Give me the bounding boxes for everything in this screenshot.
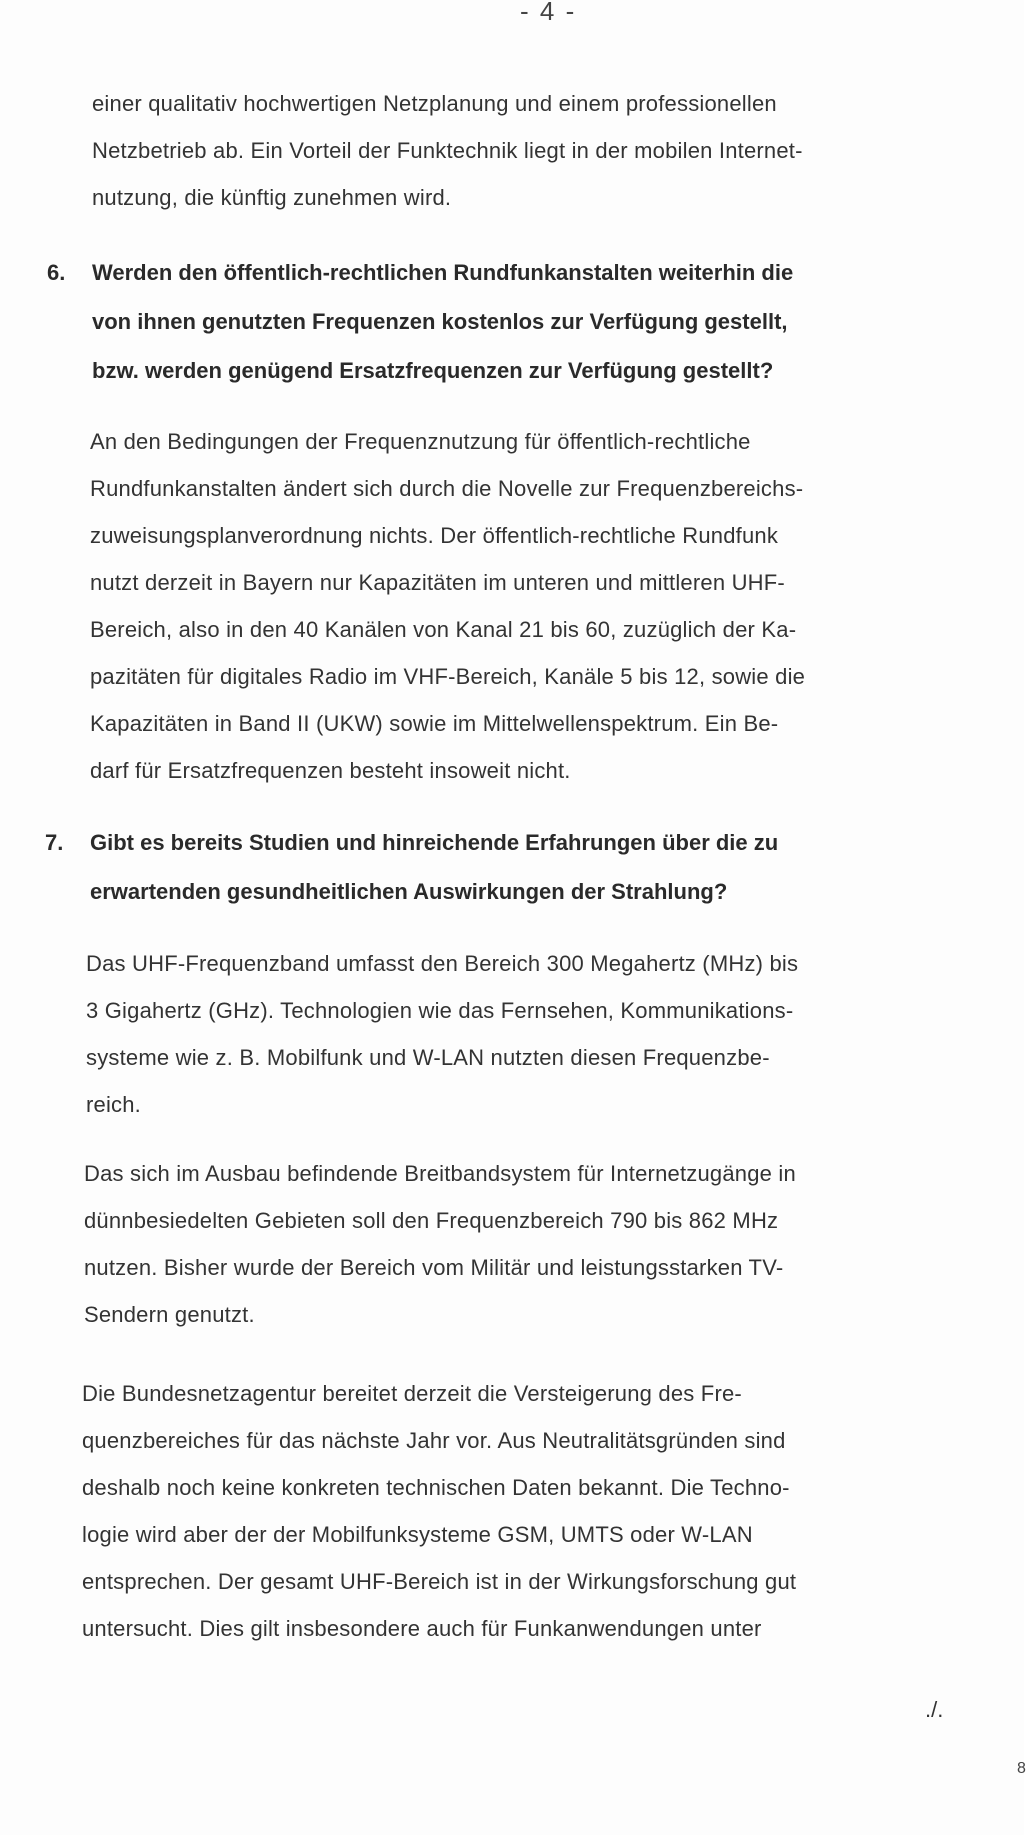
text-line: pazitäten für digitales Radio im VHF-Bereich, Kanäle 5 bis 12, sowie die xyxy=(90,664,806,689)
intro-paragraph xyxy=(92,80,803,221)
text-line: 3 Gigahertz (GHz). Technologien wie das Fernsehen, Kommunikations- xyxy=(86,998,794,1023)
question-line: Gibt es bereits Studien und hinreichende Erfahrungen über die zu xyxy=(90,830,779,855)
text-line: dünnbesiedelten Gebieten soll den Frequenzbereich 790 bis 862 MHz xyxy=(84,1208,779,1233)
answer-7-paragraph-2 xyxy=(84,1150,796,1338)
text-line: reich. xyxy=(86,1092,141,1117)
question-number: 6. xyxy=(47,260,66,285)
text-line: Netzbetrieb ab. Ein Vorteil der Funktechnik liegt in der mobilen Internet- xyxy=(92,138,803,163)
text-line: nutzung, die künftig zunehmen wird. xyxy=(92,185,452,210)
question-line: bzw. werden genügend Ersatzfrequenzen zur Verfügung gestellt? xyxy=(92,358,774,383)
question-line: erwartenden gesundheitlichen Auswirkungen der Strahlung? xyxy=(90,879,728,904)
edge-mark: 8 xyxy=(1017,1760,1026,1777)
text-line: Rundfunkanstalten ändert sich durch die Novelle zur Frequenzbereichs- xyxy=(90,476,804,501)
text-line: darf für Ersatzfrequenzen besteht insoweit nicht. xyxy=(90,758,571,783)
page-number: - 4 - xyxy=(520,0,577,26)
text-line: systeme wie z. B. Mobilfunk und W-LAN nutzten diesen Frequenzbe- xyxy=(86,1045,770,1070)
text-line: An den Bedingungen der Frequenznutzung für öffentlich-rechtliche xyxy=(90,429,751,454)
question-7 xyxy=(45,818,779,916)
text-line: quenzbereiches für das nächste Jahr vor. Aus Neutralitätsgründen sind xyxy=(82,1428,786,1453)
text-line: Das sich im Ausbau befindende Breitbandsystem für Internetzugänge in xyxy=(84,1161,796,1186)
text-line: Kapazitäten in Band II (UKW) sowie im Mittelwellenspektrum. Ein Be- xyxy=(90,711,779,736)
answer-7-paragraph-3 xyxy=(82,1370,796,1652)
text-line: nutzen. Bisher wurde der Bereich vom Militär und leistungsstarken TV- xyxy=(84,1255,784,1280)
text-line: einer qualitativ hochwertigen Netzplanung und einem professionellen xyxy=(92,91,777,116)
text-line: Die Bundesnetzagentur bereitet derzeit die Versteigerung des Fre- xyxy=(82,1381,742,1406)
text-line: Das UHF-Frequenzband umfasst den Bereich 300 Megahertz (MHz) bis xyxy=(86,951,799,976)
text-line: entsprechen. Der gesamt UHF-Bereich ist in der Wirkungsforschung gut xyxy=(82,1569,797,1594)
question-line: Werden den öffentlich-rechtlichen Rundfunkanstalten weiterhin die xyxy=(92,260,794,285)
question-line: von ihnen genutzten Frequenzen kostenlos zur Verfügung gestellt, xyxy=(92,309,788,334)
text-line: deshalb noch keine konkreten technischen Daten bekannt. Die Techno- xyxy=(82,1475,790,1500)
text-line: untersucht. Dies gilt insbesondere auch für Funkanwendungen unter xyxy=(82,1616,762,1641)
text-line: Bereich, also in den 40 Kanälen von Kanal 21 bis 60, zuzüglich der Ka- xyxy=(90,617,797,642)
text-line: Sendern genutzt. xyxy=(84,1302,255,1327)
question-number: 7. xyxy=(45,830,64,855)
question-6 xyxy=(47,248,794,395)
text-line: logie wird aber der der Mobilfunksysteme GSM, UMTS oder W-LAN xyxy=(82,1522,753,1547)
answer-6-paragraph xyxy=(90,418,805,794)
answer-7-paragraph-1 xyxy=(86,940,798,1128)
text-line: nutzt derzeit in Bayern nur Kapazitäten im unteren und mittleren UHF- xyxy=(90,570,785,595)
continuation-mark: ./. xyxy=(925,1697,944,1722)
text-line: zuweisungsplanverordnung nichts. Der öffentlich-rechtliche Rundfunk xyxy=(90,523,779,548)
